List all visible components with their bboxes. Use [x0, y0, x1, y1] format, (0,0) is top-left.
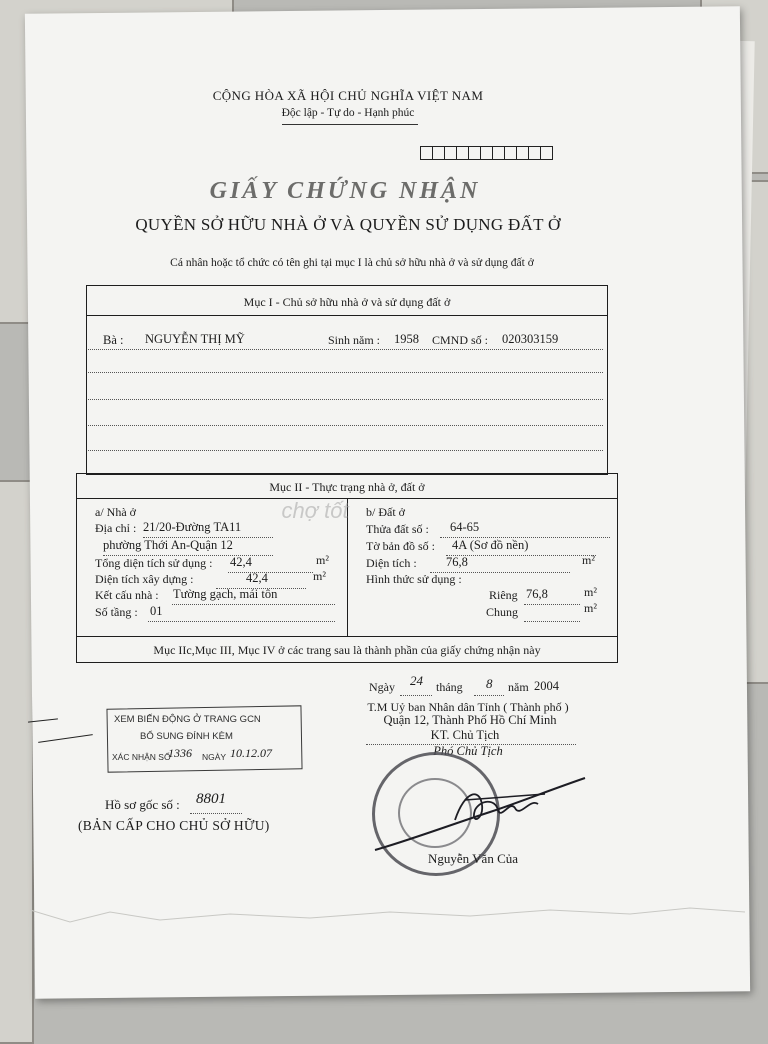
authority-line-1: T.M Uỷ ban Nhân dân Tỉnh ( Thành phố ): [367, 700, 569, 714]
blank-line: [88, 371, 603, 373]
certificate-subtitle: QUYỀN SỞ HỮU NHÀ Ở VÀ QUYỀN SỬ DỤNG ĐẤT Ở: [135, 215, 561, 234]
republic-header: CỘNG HÒA XÃ HỘI CHỦ NGHĨA VIỆT NAM: [212, 88, 484, 103]
floors-label: Số tầng :: [95, 605, 138, 619]
date-day: 24: [410, 673, 423, 688]
usage-label: Hình thức sử dụng :: [366, 572, 462, 586]
stamp-line-1: XEM BIẾN ĐỘNG Ở TRANG GCN: [114, 714, 261, 725]
address-label: Địa chỉ :: [95, 521, 137, 535]
section-1-box: [86, 285, 608, 475]
stamp-date: 10.12.07: [230, 746, 272, 760]
shared-unit: m²: [584, 601, 597, 615]
section-2-bottom-divider: [76, 636, 618, 637]
stamp-number: 1336: [168, 746, 192, 760]
total-area-label: Tổng diện tích sử dụng :: [95, 556, 213, 570]
structure-label: Kết cấu nhà :: [95, 588, 159, 602]
address-line-1: 21/20-Đường TA11: [143, 520, 242, 534]
map-label: Tờ bản đồ số :: [366, 539, 436, 553]
blank-line: [88, 449, 603, 451]
land-heading: b/ Đất ở: [366, 505, 406, 519]
address-line-2: phường Thới An-Quận 12: [103, 538, 233, 552]
date-month-label: tháng: [436, 680, 463, 694]
parcel-label: Thửa đất số :: [366, 522, 429, 536]
footer-note: Mục IIc,Mục III, Mục IV ở các trang sau là thành phần của giấy chứng nhận này: [153, 643, 541, 657]
section-2-title: Mục II - Thực trạng nhà ở, đất ở: [269, 480, 425, 494]
date-month: 8: [486, 676, 493, 691]
section-1-divider: [86, 315, 608, 316]
floors-value: 01: [150, 604, 163, 618]
private-unit: m²: [584, 585, 597, 599]
section-1-title: Mục I - Chủ sở hữu nhà ở và sử dụng đất ở: [243, 295, 451, 309]
authority-line-3: KT. Chủ Tịch: [430, 728, 500, 742]
authority-line-4: Phó Chủ Tịch: [433, 744, 503, 758]
motto: Độc lập - Tự do - Hạnh phúc: [281, 107, 415, 119]
birth-year-label: Sinh năm :: [328, 333, 381, 347]
stamp-line-3-prefix: XÁC NHẬN SỐ: [112, 752, 171, 762]
owner-prefix: Bà :: [103, 333, 124, 347]
blank-line: [88, 348, 603, 350]
date-year: 2004: [534, 679, 559, 693]
file-number: 8801: [196, 791, 226, 807]
shared-label: Chung: [486, 605, 519, 619]
total-area-unit: m²: [316, 553, 329, 567]
copy-note: (BẢN CẤP CHO CHỦ SỞ HỮU): [78, 818, 270, 833]
motto-underline: [282, 124, 418, 125]
build-area-label: Diện tích xây dựng :: [95, 572, 194, 586]
stamp-line-2: BỔ SUNG ĐÍNH KÈM: [140, 731, 233, 742]
land-area-value: 76,8: [446, 555, 468, 569]
build-area-value: 42,4: [246, 571, 268, 585]
signer-name: Nguyễn Văn Của: [428, 851, 519, 866]
date-year-label: năm: [508, 680, 529, 694]
signature: [370, 770, 600, 860]
blank-line: [88, 424, 603, 426]
build-area-unit: m²: [313, 569, 326, 583]
authority-line-2: Quận 12, Thành Phố Hồ Chí Minh: [383, 713, 557, 727]
land-area-label: Diện tích :: [366, 556, 417, 570]
house-heading: a/ Nhà ở: [95, 505, 136, 519]
serial-number-boxes: [420, 146, 552, 160]
private-label: Riêng: [489, 588, 518, 602]
stamp-line-3-mid: NGÀY: [202, 752, 227, 762]
certificate-note: Cá nhân hoặc tổ chức có tên ghi tại mục I là chủ sở hữu nhà ở và sử dụng đất ở: [170, 257, 534, 269]
blank-line: [88, 398, 603, 400]
structure-value: Tường gạch, mái tôn: [173, 587, 278, 601]
birth-year: 1958: [394, 332, 419, 346]
id-number: 020303159: [502, 332, 559, 346]
map-value: 4A (Sơ đồ nền): [452, 538, 529, 552]
land-area-unit: m²: [582, 553, 595, 567]
file-number-label: Hồ sơ gốc số :: [105, 797, 180, 812]
torn-edge: [30, 900, 745, 995]
id-label: CMND số :: [432, 333, 489, 347]
date-day-label: Ngày: [369, 680, 395, 694]
watermark: chợ tốt: [281, 498, 349, 523]
owner-name: NGUYỄN THỊ MỸ: [145, 332, 245, 346]
total-area-value: 42,4: [230, 555, 252, 569]
parcel-value: 64-65: [450, 520, 480, 534]
private-value: 76,8: [526, 587, 548, 601]
certificate-title: GIẤY CHỨNG NHẬN: [209, 178, 481, 204]
